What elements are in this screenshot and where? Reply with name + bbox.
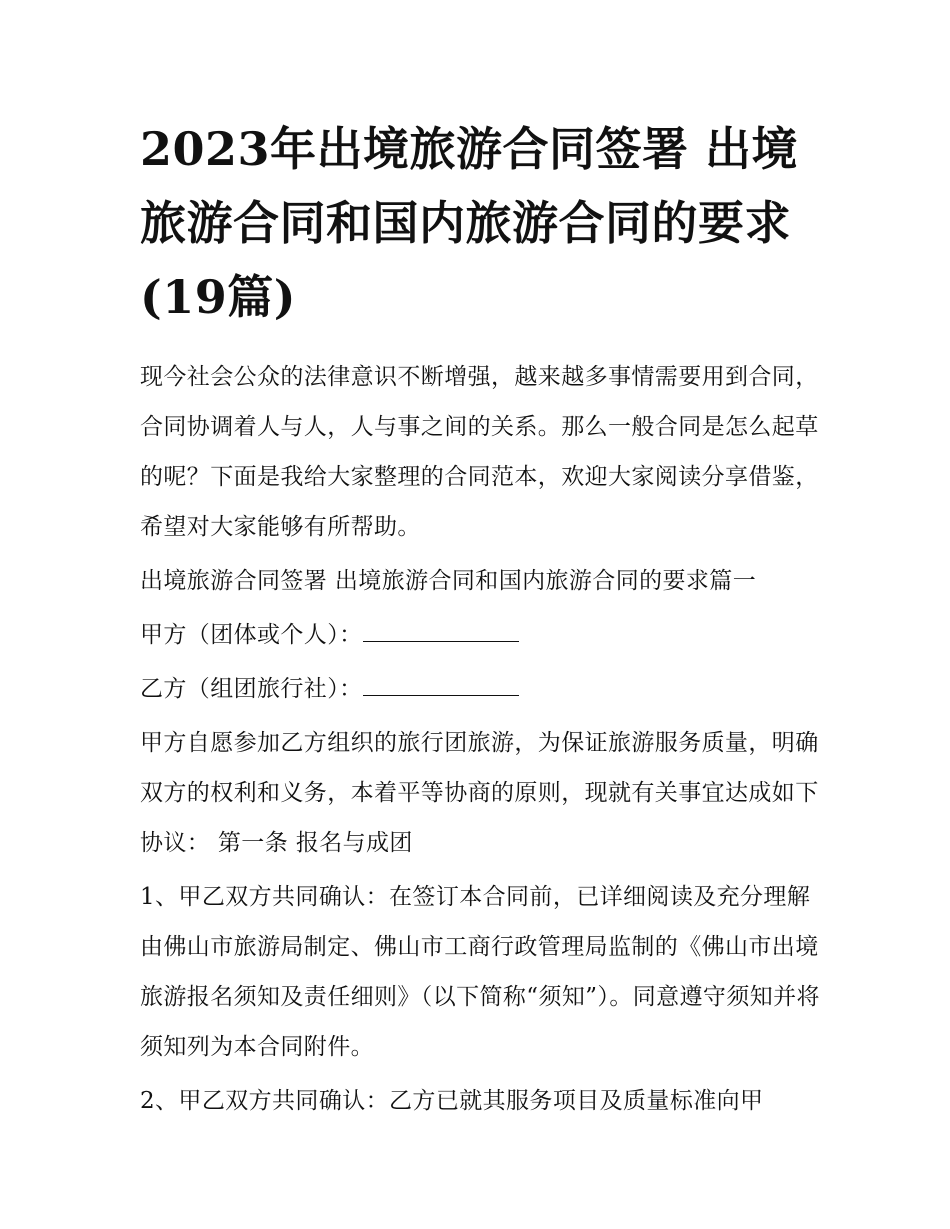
section-heading: 出境旅游合同签署 出境旅游合同和国内旅游合同的要求篇一 — [140, 568, 757, 594]
party-b-label: 乙方（组团旅行社）： — [140, 676, 363, 702]
party-b-blank — [363, 675, 519, 696]
party-b-line — [140, 664, 820, 714]
intro-paragraph: 现今社会公众的法律意识不断增强，越来越多事情需要用到合同，合同协调着人与人，人与事之间的关系。那么一般合同是怎么起草的呢？下面是我给大家整理的合同范本，欢迎大家阅读分享借鉴，希望对大家能够有所帮助。 — [140, 364, 819, 540]
clause-2-paragraph: 2、甲乙双方共同确认：乙方已就其服务项目及质量标准向甲 — [140, 1088, 764, 1114]
preamble-paragraph: 甲方自愿参加乙方组织的旅行团旅游，为保证旅游服务质量，明确双方的权利和义务，本着平等协商的原则，现就有关事宜达成如下协议： 第一条 报名与成团 — [140, 730, 819, 856]
party-a-blank — [363, 621, 519, 642]
document-page — [140, 112, 820, 1130]
party-a-label: 甲方（团体或个人）： — [140, 622, 363, 648]
party-a-line — [140, 610, 820, 660]
clause-1-paragraph: 1、甲乙双方共同确认：在签订本合同前，已详细阅读及充分理解由佛山市旅游局制定、佛山市工商行政管理局监制的《佛山市出境旅游报名须知及责任细则》（以下简称“须知”）。同意遵守须知并将须知列为本合同附件。 — [140, 884, 820, 1060]
document-title: 2023年出境旅游合同签署 出境旅游合同和国内旅游合同的要求(19篇) — [140, 122, 799, 324]
